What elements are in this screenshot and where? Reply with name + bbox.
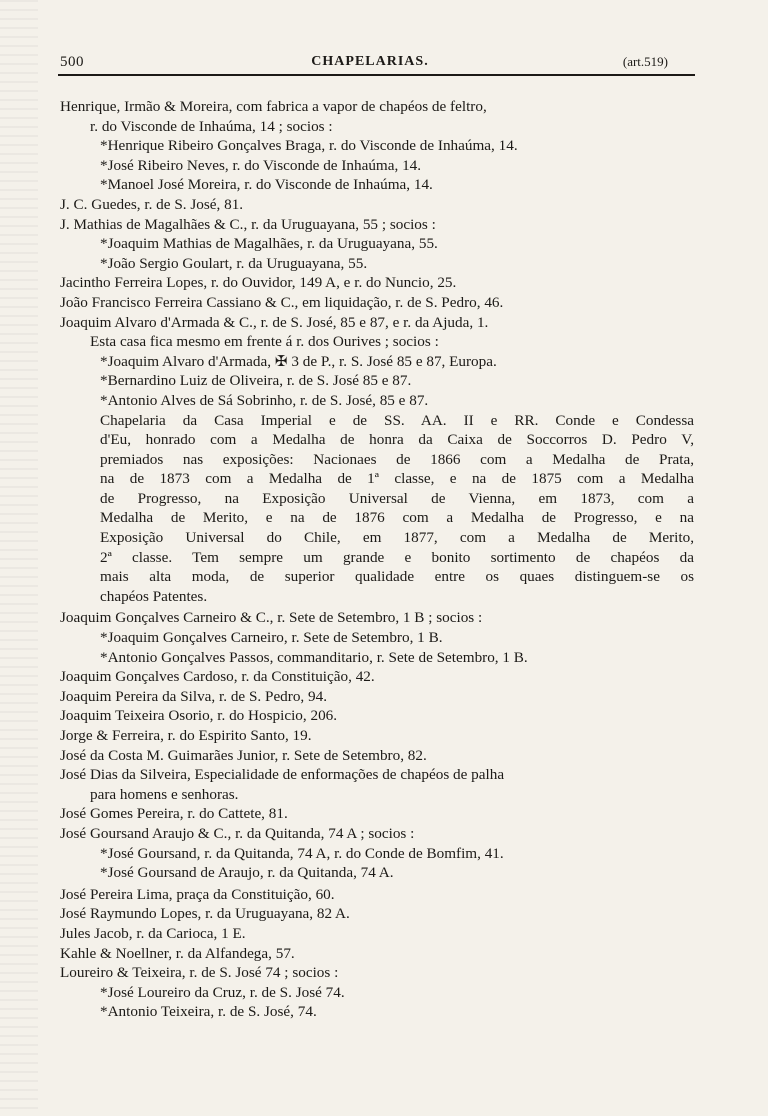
partner-line: *José Goursand, r. da Quitanda, 74 A, r. do Conde de Bomfim, 41. xyxy=(100,844,504,862)
directory-entry xyxy=(60,824,694,883)
entry-heading: Jules Jacob, r. da Carioca, 1 E. xyxy=(60,924,246,942)
directory-entry xyxy=(60,215,694,274)
entry-line: Esta casa fica mesmo em frente á r. dos Ourives ; socios : xyxy=(90,333,439,351)
scan-edge-noise xyxy=(0,0,38,1116)
directory-entry xyxy=(60,293,694,313)
description-line: Exposição Universal do Chile, em 1877, com a Medalha de Merito, xyxy=(100,529,694,547)
directory-entry xyxy=(60,97,694,195)
description-line: 2ª classe. Tem sempre um grande e bonito sortimento de chapéos da xyxy=(100,548,694,566)
partner-line: *João Sergio Goulart, r. da Uruguayana, 55. xyxy=(100,254,368,272)
entry-heading: Jorge & Ferreira, r. do Espirito Santo, 19. xyxy=(60,727,312,744)
entry-heading: J. C. Guedes, r. de S. José, 81. xyxy=(60,195,244,213)
entry-heading: J. Mathias de Magalhães & C., r. da Uruguayana, 55 ; socios : xyxy=(60,215,436,233)
entry-heading: Jacintho Ferreira Lopes, r. do Ouvidor, 149 A, e r. do Nuncio, 25. xyxy=(60,274,457,292)
entry-heading: Kahle & Noellner, r. da Alfandega, 57. xyxy=(60,944,295,962)
description-line: na de 1873 com a Medalha de 1ª classe, e na de 1875 com a Medalha xyxy=(100,470,694,488)
partner-line: *Bernardino Luiz de Oliveira, r. de S. José 85 e 87. xyxy=(100,372,412,390)
directory-entry xyxy=(60,313,694,607)
page-number: 500 xyxy=(60,54,84,70)
directory-entry xyxy=(60,885,694,905)
directory-entry xyxy=(60,963,694,1022)
description-line: premiados nas exposições: Nacionaes de 1866 com a Medalha de Prata, xyxy=(100,450,694,468)
entry-line: para homens e senhoras. xyxy=(90,785,239,803)
entry-heading: Loureiro & Teixeira, r. de S. José 74 ; socios : xyxy=(60,964,339,982)
partner-line: *Joaquim Alvaro d'Armada, ✠ 3 de P., r. S. José 85 e 87, Europa. xyxy=(100,352,497,370)
entry-heading: Henrique, Irmão & Moreira, com fabrica a vapor de chapéos de feltro, xyxy=(60,98,487,115)
entry-heading: José Raymundo Lopes, r. da Uruguayana, 82 A. xyxy=(60,905,350,923)
directory-entry xyxy=(60,944,694,964)
entry-heading: José da Costa M. Guimarães Junior, r. Sete de Setembro, 82. xyxy=(60,746,427,764)
description-line: mais alta moda, de superior qualidade entre os quaes distinguem-se os xyxy=(100,568,694,586)
entry-heading: José Goursand Araujo & C., r. da Quitanda, 74 A ; socios : xyxy=(60,824,415,842)
description-line: de Progresso, na Exposição Universal de Vienna, em 1873, com a xyxy=(100,489,694,507)
entry-heading: João Francisco Ferreira Cassiano & C., em liquidação, r. de S. Pedro, 46. xyxy=(60,293,504,311)
partner-line: *Antonio Teixeira, r. de S. José, 74. xyxy=(100,1003,317,1021)
entry-line: r. do Visconde de Inhaúma, 14 ; socios : xyxy=(90,117,333,135)
description-paragraph xyxy=(60,411,694,607)
directory-entry xyxy=(60,687,694,707)
description-line: Chapelaria da Casa Imperial e de SS. AA. II e RR. Conde e Condessa xyxy=(100,411,694,429)
partner-line: *José Ribeiro Neves, r. do Visconde de Inhaúma, 14. xyxy=(100,156,422,174)
partner-line: *Joaquim Gonçalves Carneiro, r. Sete de Setembro, 1 B. xyxy=(100,629,443,647)
directory-entry xyxy=(60,804,694,824)
partner-line: *Antonio Alves de Sá Sobrinho, r. de S. José, 85 e 87. xyxy=(100,391,429,409)
directory-entry xyxy=(60,667,694,687)
description-line: d'Eu, honrado com a Medalha de honra da Caixa de Soccorros D. Pedro V, xyxy=(100,431,694,449)
entry-heading: José Gomes Pereira, r. do Cattete, 81. xyxy=(60,805,288,823)
directory-entry xyxy=(60,904,694,924)
directory-entry xyxy=(60,273,694,293)
entry-heading: Joaquim Gonçalves Carneiro & C., r. Sete de Setembro, 1 B ; socios : xyxy=(60,609,483,627)
partner-line: *Henrique Ribeiro Gonçalves Braga, r. do Visconde de Inhaúma, 14. xyxy=(100,137,518,155)
directory-entry xyxy=(60,195,694,215)
partner-line: *Antonio Gonçalves Passos, commanditario, r. Sete de Setembro, 1 B. xyxy=(100,648,528,666)
entry-heading: José Dias da Silveira, Especialidade de enformações de chapéos de palha xyxy=(60,766,505,784)
directory-entry xyxy=(60,608,694,667)
directory-listing xyxy=(60,97,694,1022)
running-title: CHAPELARIAS. xyxy=(311,54,429,69)
directory-entry xyxy=(60,765,694,804)
description-line: chapéos Patentes. xyxy=(100,587,208,605)
description-line: Medalha de Merito, e na de 1876 com a Medalha de Progresso, e na xyxy=(100,509,694,527)
header-rule xyxy=(58,74,695,76)
entry-heading: Joaquim Alvaro d'Armada & C., r. de S. José, 85 e 87, e r. da Ajuda, 1. xyxy=(60,313,489,331)
partner-line: *Joaquim Mathias de Magalhães, r. da Uruguayana, 55. xyxy=(100,235,438,253)
article-reference: (art.519) xyxy=(622,54,668,69)
directory-entry xyxy=(60,746,694,766)
page-header xyxy=(60,54,680,74)
partner-line: *Manoel José Moreira, r. do Visconde de Inhaúma, 14. xyxy=(100,176,433,194)
entry-heading: Joaquim Pereira da Silva, r. de S. Pedro, 94. xyxy=(60,687,328,705)
directory-entry xyxy=(60,726,694,746)
directory-entry xyxy=(60,924,694,944)
partner-line: *José Loureiro da Cruz, r. de S. José 74. xyxy=(100,983,345,1001)
entry-heading: José Pereira Lima, praça da Constituição, 60. xyxy=(60,885,335,903)
partner-line: *José Goursand de Araujo, r. da Quitanda, 74 A. xyxy=(100,864,394,882)
directory-entry xyxy=(60,706,694,726)
entry-heading: Joaquim Gonçalves Cardoso, r. da Constituição, 42. xyxy=(60,668,375,686)
entry-heading: Joaquim Teixeira Osorio, r. do Hospicio, 206. xyxy=(60,707,338,725)
